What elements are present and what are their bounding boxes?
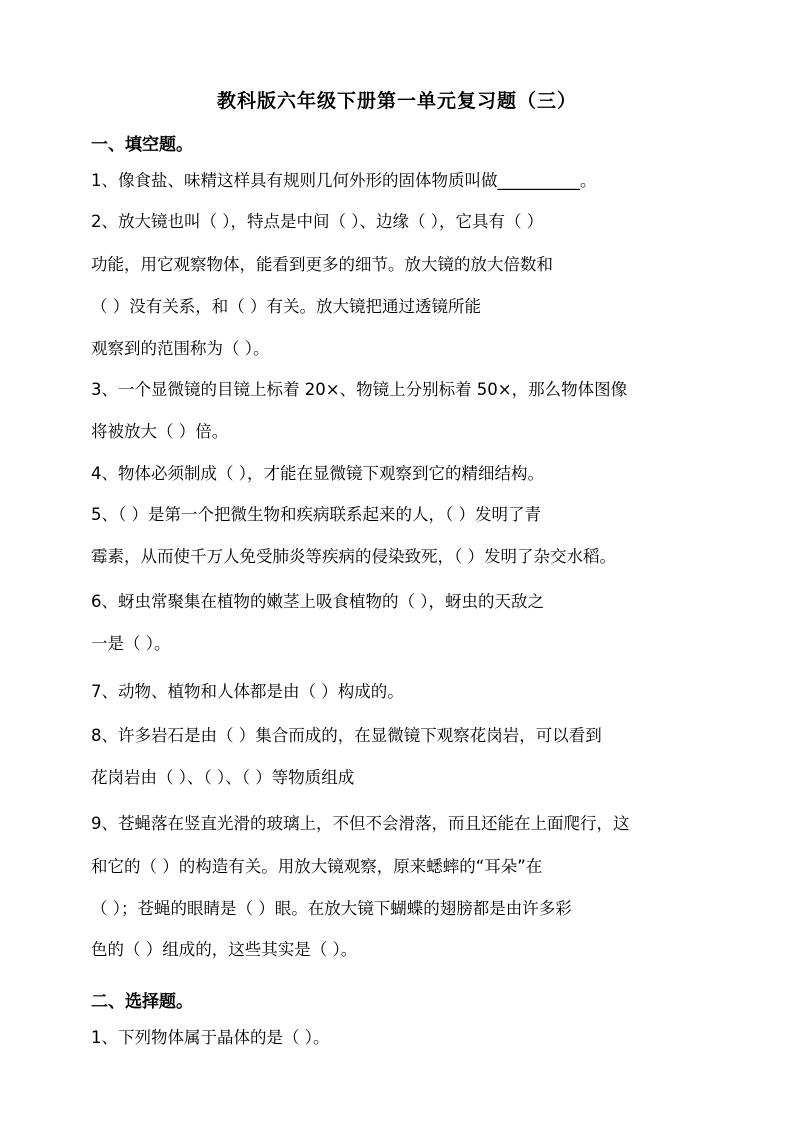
question-line: 花岗岩由（ ）、（ ）、（ ）等物质组成 [91,768,355,787]
question-line: （ ）；苍蝇的眼睛是（ ）眼。在放大镜下蝴蝶的翅膀都是由许多彩 [91,899,572,918]
question-line: 7、动物、植物和人体都是由（ ）构成的。 [91,682,404,701]
question-line: 观察到的范围称为（ ）。 [91,339,270,358]
question-line: 5、（ ）是第一个把微生物和疾病联系起来的人，（ ）发明了青 [91,505,541,524]
question-line: 6、蚜虫常聚集在植物的嫩茎上吸食植物的（ ），蚜虫的天敌之 [91,592,544,611]
question-line: 2、放大镜也叫（ ），特点是中间（ ）、边缘（ ），它具有（ ） [91,212,544,231]
section-heading-choice: 二、选择题。 [91,992,193,1012]
question-line: 和它的（ ）的构造有关。用放大镜观察，原来蟋蟀的“耳朵”在 [91,857,543,876]
question-line: 4、物体必须制成（ ），才能在显微镜下观察到它的精细结构。 [91,464,544,483]
page-title: 教科版六年级下册第一单元复习题（三） [216,90,577,112]
question-line: 3、一个显微镜的目镜上标着 20×、物镜上分别标着 50×，那么物体图像 [91,380,628,399]
question-line: 1、像食盐、味精这样具有规则几何外形的固体物质叫做__________。 [91,171,597,190]
section-heading-fill-blank: 一、填空题。 [91,135,193,155]
question-line: 8、许多岩石是由（ ）集合而成的，在显微镜下观察花岗岩，可以看到 [91,726,602,745]
question-line: 一是（ ）。 [91,634,171,653]
question-line: 将被放大（ ）倍。 [91,422,229,441]
question-line: 色的（ ）组成的，这些其实是（ ）。 [91,940,358,959]
question-line: 9、苍蝇落在竖直光滑的玻璃上，不但不会滑落，而且还能在上面爬行，这 [91,814,630,833]
question-line: （ ）没有关系，和（ ）有关。放大镜把通过透镜所能 [91,297,481,316]
choice-question-line: 1、下列物体属于晶体的是（ ）。 [91,1028,330,1047]
question-line: 功能，用它观察物体，能看到更多的细节。放大镜的放大倍数和 [91,255,553,274]
question-line: 霉素，从而使千万人免受肺炎等疾病的侵染致死，（ ）发明了杂交水稻。 [91,547,616,566]
